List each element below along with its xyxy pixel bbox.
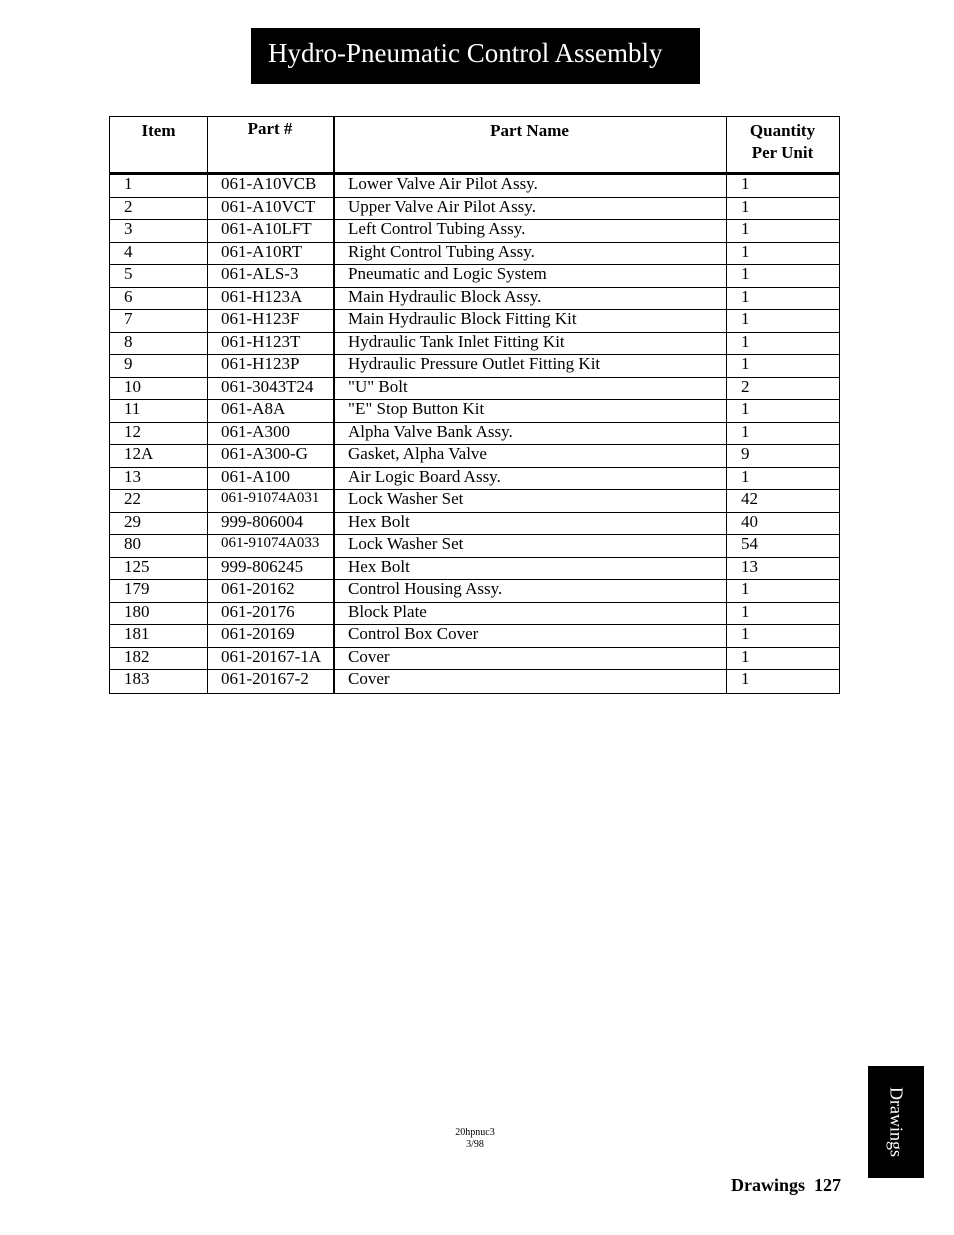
table-row <box>110 175 839 198</box>
table-row <box>110 265 839 288</box>
header-quantity-line2: Per Unit <box>751 143 814 162</box>
item-cell: 4 <box>124 242 133 261</box>
table-row <box>110 220 839 243</box>
parts-table <box>109 116 840 694</box>
quantity-cell: 1 <box>741 265 750 283</box>
table-row <box>110 490 839 513</box>
part-name-cell: Control Box Cover <box>348 625 479 643</box>
item-cell: 80 <box>124 535 141 553</box>
header-quantity <box>726 117 839 172</box>
quantity-cell: 1 <box>741 242 750 261</box>
table-row <box>110 243 839 266</box>
part-name-cell: Hydraulic Tank Inlet Fitting Kit <box>348 332 565 351</box>
part-number-cell: 061-A8A <box>221 400 286 418</box>
table-row <box>110 355 839 378</box>
part-number-cell: 061-91074A031 <box>221 490 320 506</box>
part-name-cell: Hydraulic Pressure Outlet Fitting Kit <box>348 355 601 373</box>
table-row <box>110 648 839 671</box>
header-part-number: Part # <box>247 119 293 138</box>
part-number-cell: 061-H123T <box>221 332 301 351</box>
item-cell: 180 <box>124 602 150 621</box>
part-number-cell: 061-A10RT <box>221 242 303 261</box>
drawing-code-date: 3/98 <box>466 1139 484 1150</box>
part-number-cell: 999-806245 <box>221 557 304 576</box>
quantity-cell: 1 <box>741 332 750 351</box>
column-divider <box>333 117 335 693</box>
part-name-cell: Cover <box>348 670 390 688</box>
item-cell: 2 <box>124 197 133 216</box>
quantity-cell: 1 <box>741 467 750 486</box>
page-number: 127 <box>814 1175 841 1195</box>
item-cell: 1 <box>124 175 133 193</box>
quantity-cell: 1 <box>741 670 750 688</box>
section-tab-label: Drawings <box>886 1087 907 1157</box>
quantity-cell: 42 <box>741 490 758 508</box>
column-divider <box>726 117 727 693</box>
page-title: Hydro-Pneumatic Control Assembly <box>251 28 700 84</box>
table-row <box>110 558 839 581</box>
part-name-cell: Air Logic Board Assy. <box>348 467 501 486</box>
part-number-cell: 061-3043T24 <box>221 377 314 396</box>
table-row <box>110 288 839 311</box>
quantity-cell: 1 <box>741 197 750 216</box>
part-number-cell: 061-20167-1A <box>221 647 322 666</box>
item-cell: 9 <box>124 355 133 373</box>
column-divider <box>207 117 208 693</box>
quantity-cell: 1 <box>741 175 750 193</box>
table-row <box>110 670 839 693</box>
item-cell: 29 <box>124 512 141 531</box>
item-cell: 181 <box>124 625 150 643</box>
part-number-cell: 061-20169 <box>221 625 295 643</box>
item-cell: 7 <box>124 310 133 328</box>
item-cell: 12A <box>124 445 154 463</box>
table-row <box>110 310 839 333</box>
item-cell: 8 <box>124 332 133 351</box>
quantity-cell: 2 <box>741 377 750 396</box>
quantity-cell: 13 <box>741 557 758 576</box>
part-name-cell: Block Plate <box>348 602 427 621</box>
part-name-cell: Gasket, Alpha Valve <box>348 445 487 463</box>
header-quantity-line1: Quantity <box>749 121 816 140</box>
table-row <box>110 445 839 468</box>
part-name-cell: Cover <box>348 647 390 666</box>
quantity-cell: 1 <box>741 602 750 621</box>
item-cell: 125 <box>124 557 150 576</box>
part-number-cell: 061-A300-G <box>221 445 308 463</box>
part-number-cell: 061-91074A033 <box>221 535 320 551</box>
part-name-cell: Lock Washer Set <box>348 490 464 508</box>
item-cell: 3 <box>124 220 133 238</box>
part-name-cell: Alpha Valve Bank Assy. <box>348 422 513 441</box>
header-part-name: Part Name <box>490 121 569 140</box>
part-number-cell: 999-806004 <box>221 512 304 531</box>
item-cell: 10 <box>124 377 141 396</box>
part-number-cell: 061-H123P <box>221 355 300 373</box>
drawing-code <box>420 1127 530 1151</box>
item-cell: 22 <box>124 490 141 508</box>
quantity-cell: 1 <box>741 647 750 666</box>
quantity-cell: 9 <box>741 445 750 463</box>
item-cell: 12 <box>124 422 141 441</box>
item-cell: 5 <box>124 265 133 283</box>
quantity-cell: 40 <box>741 512 758 531</box>
part-number-cell: 061-H123F <box>221 310 300 328</box>
part-name-cell: "U" Bolt <box>348 377 408 396</box>
part-name-cell: Pneumatic and Logic System <box>348 265 547 283</box>
header-item: Item <box>141 121 176 140</box>
item-cell: 6 <box>124 287 133 306</box>
item-cell: 11 <box>124 400 141 418</box>
part-number-cell: 061-A100 <box>221 467 290 486</box>
part-name-cell: "E" Stop Button Kit <box>348 400 485 418</box>
item-cell: 13 <box>124 467 141 486</box>
item-cell: 183 <box>124 670 150 688</box>
quantity-cell: 1 <box>741 422 750 441</box>
part-number-cell: 061-20167-2 <box>221 670 309 688</box>
part-name-cell: Upper Valve Air Pilot Assy. <box>348 197 536 216</box>
drawing-code-id: 20hpnuc3 <box>455 1127 495 1138</box>
part-name-cell: Hex Bolt <box>348 512 410 531</box>
part-number-cell: 061-A10LFT <box>221 220 312 238</box>
item-cell: 182 <box>124 647 150 666</box>
table-row <box>110 580 839 603</box>
quantity-cell: 1 <box>741 400 750 418</box>
quantity-cell: 1 <box>741 625 750 643</box>
table-row <box>110 400 839 423</box>
table-row <box>110 423 839 446</box>
part-number-cell: 061-ALS-3 <box>221 265 299 283</box>
quantity-cell: 1 <box>741 310 750 328</box>
part-name-cell: Control Housing Assy. <box>348 580 503 598</box>
table-row <box>110 378 839 401</box>
quantity-cell: 54 <box>741 535 758 553</box>
part-number-cell: 061-A10VCB <box>221 175 317 193</box>
table-row <box>110 603 839 626</box>
part-name-cell: Lock Washer Set <box>348 535 464 553</box>
section-tab <box>868 1066 924 1178</box>
part-number-cell: 061-20176 <box>221 602 295 621</box>
table-body <box>110 175 839 693</box>
part-name-cell: Right Control Tubing Assy. <box>348 242 535 261</box>
table-header <box>110 117 839 175</box>
table-row <box>110 535 839 558</box>
quantity-cell: 1 <box>741 580 750 598</box>
part-number-cell: 061-A10VCT <box>221 197 316 216</box>
quantity-cell: 1 <box>741 355 750 373</box>
table-row <box>110 198 839 221</box>
page-footer <box>731 1175 841 1196</box>
part-name-cell: Lower Valve Air Pilot Assy. <box>348 175 538 193</box>
footer-section: Drawings <box>730 1175 805 1195</box>
quantity-cell: 1 <box>741 287 750 306</box>
part-name-cell: Left Control Tubing Assy. <box>348 220 526 238</box>
part-name-cell: Main Hydraulic Block Assy. <box>348 287 542 306</box>
table-row <box>110 468 839 491</box>
part-number-cell: 061-20162 <box>221 580 295 598</box>
part-name-cell: Hex Bolt <box>348 557 410 576</box>
table-row <box>110 513 839 536</box>
part-number-cell: 061-H123A <box>221 287 303 306</box>
table-row <box>110 625 839 648</box>
part-name-cell: Main Hydraulic Block Fitting Kit <box>348 310 577 328</box>
quantity-cell: 1 <box>741 220 750 238</box>
item-cell: 179 <box>124 580 150 598</box>
part-number-cell: 061-A300 <box>221 422 290 441</box>
table-row <box>110 333 839 356</box>
